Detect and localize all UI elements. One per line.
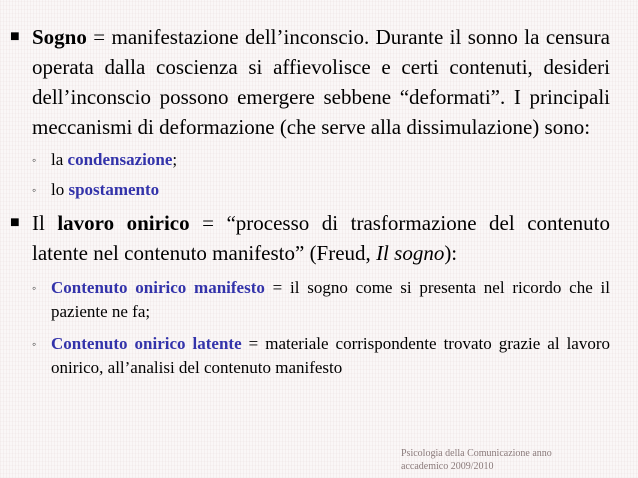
term-lavoro-onirico: lavoro onirico [57, 211, 190, 235]
bullet2-suffix: ): [444, 241, 458, 265]
citation-title: Il sogno [376, 241, 445, 265]
circle-bullet-icon [32, 276, 36, 300]
sub-bullet-contenuto-manifesto [10, 276, 610, 324]
contenuto-latente-definition: = materiale corrispondente trovato grazie al lavoro onirico, all’analisi del contenuto manifesto [51, 334, 611, 377]
circle-bullet-icon [32, 332, 36, 356]
term-condensazione: condensazione [67, 150, 173, 169]
footer-line-1: Psicologia della Comunicazione anno [401, 448, 552, 459]
term-spostamento: spostamento [68, 180, 160, 199]
lavoro-onirico-definition: = “processo di trasformazione del contenuto latente nel contenuto manifesto” (Freud, [32, 211, 611, 265]
term-contenuto-manifesto: Contenuto onirico manifesto [51, 278, 265, 297]
term-sogno: Sogno [32, 25, 87, 49]
square-bullet-icon [10, 22, 20, 52]
sub-bullet-contenuto-latente [10, 332, 610, 380]
sub2-prefix: lo [51, 180, 69, 199]
sub1-prefix: la [51, 150, 68, 169]
square-bullet-icon [10, 208, 20, 238]
bullet-lavoro-onirico [10, 208, 610, 268]
sub-bullet-spostamento [10, 178, 610, 202]
circle-bullet-icon [32, 178, 36, 202]
slide-body [10, 22, 610, 380]
sogno-definition: = manifestazione dell’inconscio. Durante il sonno la censura operata dalla coscienza si affievolisce e certi contenuti, desideri dell’inconscio possono emergere sebbene “deformati”. I principali meccanismi di deformazione (che serve alla dissimulazione) sono: [32, 25, 610, 139]
footer-line-2: accademico 2009/2010 [401, 461, 494, 472]
contenuto-manifesto-definition: = il sogno come si presenta nel ricordo che il paziente ne fa; [51, 278, 610, 321]
circle-bullet-icon [32, 148, 36, 172]
sub1-suffix: ; [172, 150, 178, 169]
bullet2-prefix: Il [32, 211, 58, 235]
bullet-sogno [10, 22, 610, 142]
term-contenuto-latente: Contenuto onirico latente [51, 334, 242, 353]
sub-bullet-condensazione [10, 148, 610, 172]
slide-footer [401, 447, 591, 473]
